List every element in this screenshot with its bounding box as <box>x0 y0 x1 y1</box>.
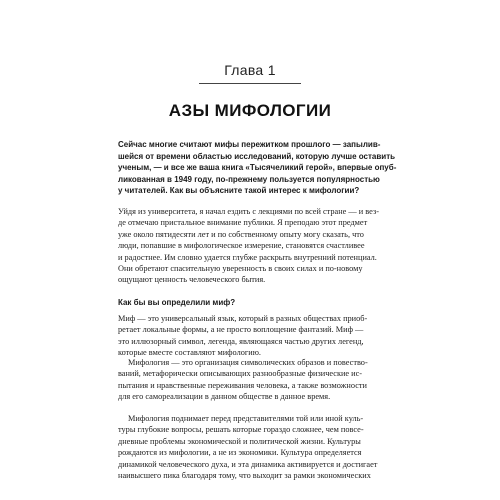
answer-1-line: ощущают ценность человеческого бытия. <box>118 275 266 285</box>
answer-4-line: рождаются из мифологии, а не из экономики. Культура определяется <box>118 448 362 458</box>
answer-2-line: которые вместе составляют мифологию. <box>118 348 261 358</box>
answer-1-line: Они обретают спасительную уверенность в своих силах и по-новому <box>118 264 363 274</box>
chapter-title: АЗЫ МИФОЛОГИИ <box>168 101 332 120</box>
question-1-line: у читателей. Как вы объясните такой интерес к мифологии? <box>118 186 360 196</box>
answer-1-line: де отмечаю пристальное внимание публики. Я преподаю этот предмет <box>118 218 368 228</box>
answer-4-line: наивысшего пика благодаря тому, что выходит за рамки экономических <box>118 471 371 481</box>
answer-3-line: пытания и нравственные переживания человека, а также возможности <box>118 380 367 390</box>
answer-4-line: Мифология поднимает перед представителями той или иной куль- <box>128 414 364 423</box>
answer-3 <box>118 357 383 403</box>
answer-3-line: ваний, метафорически описывающих разнообразные физические ис- <box>118 369 363 379</box>
answer-1-line: уже около пятидесяти лет и по собственному опыту могу сказать, что <box>118 229 364 239</box>
question-1-line: шейся от времени областью исследований, которую лучше оставить <box>118 151 396 161</box>
chapter-divider <box>199 83 301 84</box>
answer-4-line: туры глубокие вопросы, решать которые гораздо сложнее, чем повсе- <box>118 425 364 435</box>
answer-4-line: динамикой человеческого духа, и эта динамика активируется и достигает <box>118 459 378 469</box>
answer-1-line: Уйдя из университета, я начал ездить с лекциями по всей стране — и вез- <box>118 207 380 216</box>
question-1-line: ученым, — и все же ваша книга «Тысячеликий герой», впервые опуб- <box>118 163 397 173</box>
answer-2 <box>118 313 383 359</box>
answer-1-line: и радостнее. Им словно удается глубже раскрыть внутренний потенциал. <box>118 252 377 262</box>
answer-2-line: Миф — это универсальный язык, который в разных обществах приоб- <box>118 314 368 323</box>
answer-4 <box>118 413 383 481</box>
question-1 <box>118 139 397 197</box>
answer-3-line: Мифология — это организация символических образов и повество- <box>128 358 368 367</box>
question-2-text: Как бы вы определили миф? <box>118 298 236 307</box>
answer-1-line: люди, попавшие в мифологическое измерение, становятся счастливее <box>118 241 365 251</box>
question-1-line: Сейчас многие считают мифы пережитком прошлого — запылив- <box>118 140 381 149</box>
answer-1 <box>118 206 383 286</box>
answer-4-line: дневные проблемы экономической и политической жизни. Культуры <box>118 436 361 446</box>
answer-2-line: ретает локальные формы, а не просто воплощение фантазий. Миф — <box>118 325 364 335</box>
question-2 <box>118 297 383 309</box>
question-1-line: ликованная в 1949 году, по-прежнему пользуется популярностью <box>118 174 380 184</box>
answer-2-line: это иллюзорный символ, легенда, являющаяся частью других легенд, <box>118 336 364 346</box>
chapter-label: Глава 1 <box>224 62 276 78</box>
answer-3-line: для его самореализации в данном обществе в данное время. <box>118 392 331 402</box>
